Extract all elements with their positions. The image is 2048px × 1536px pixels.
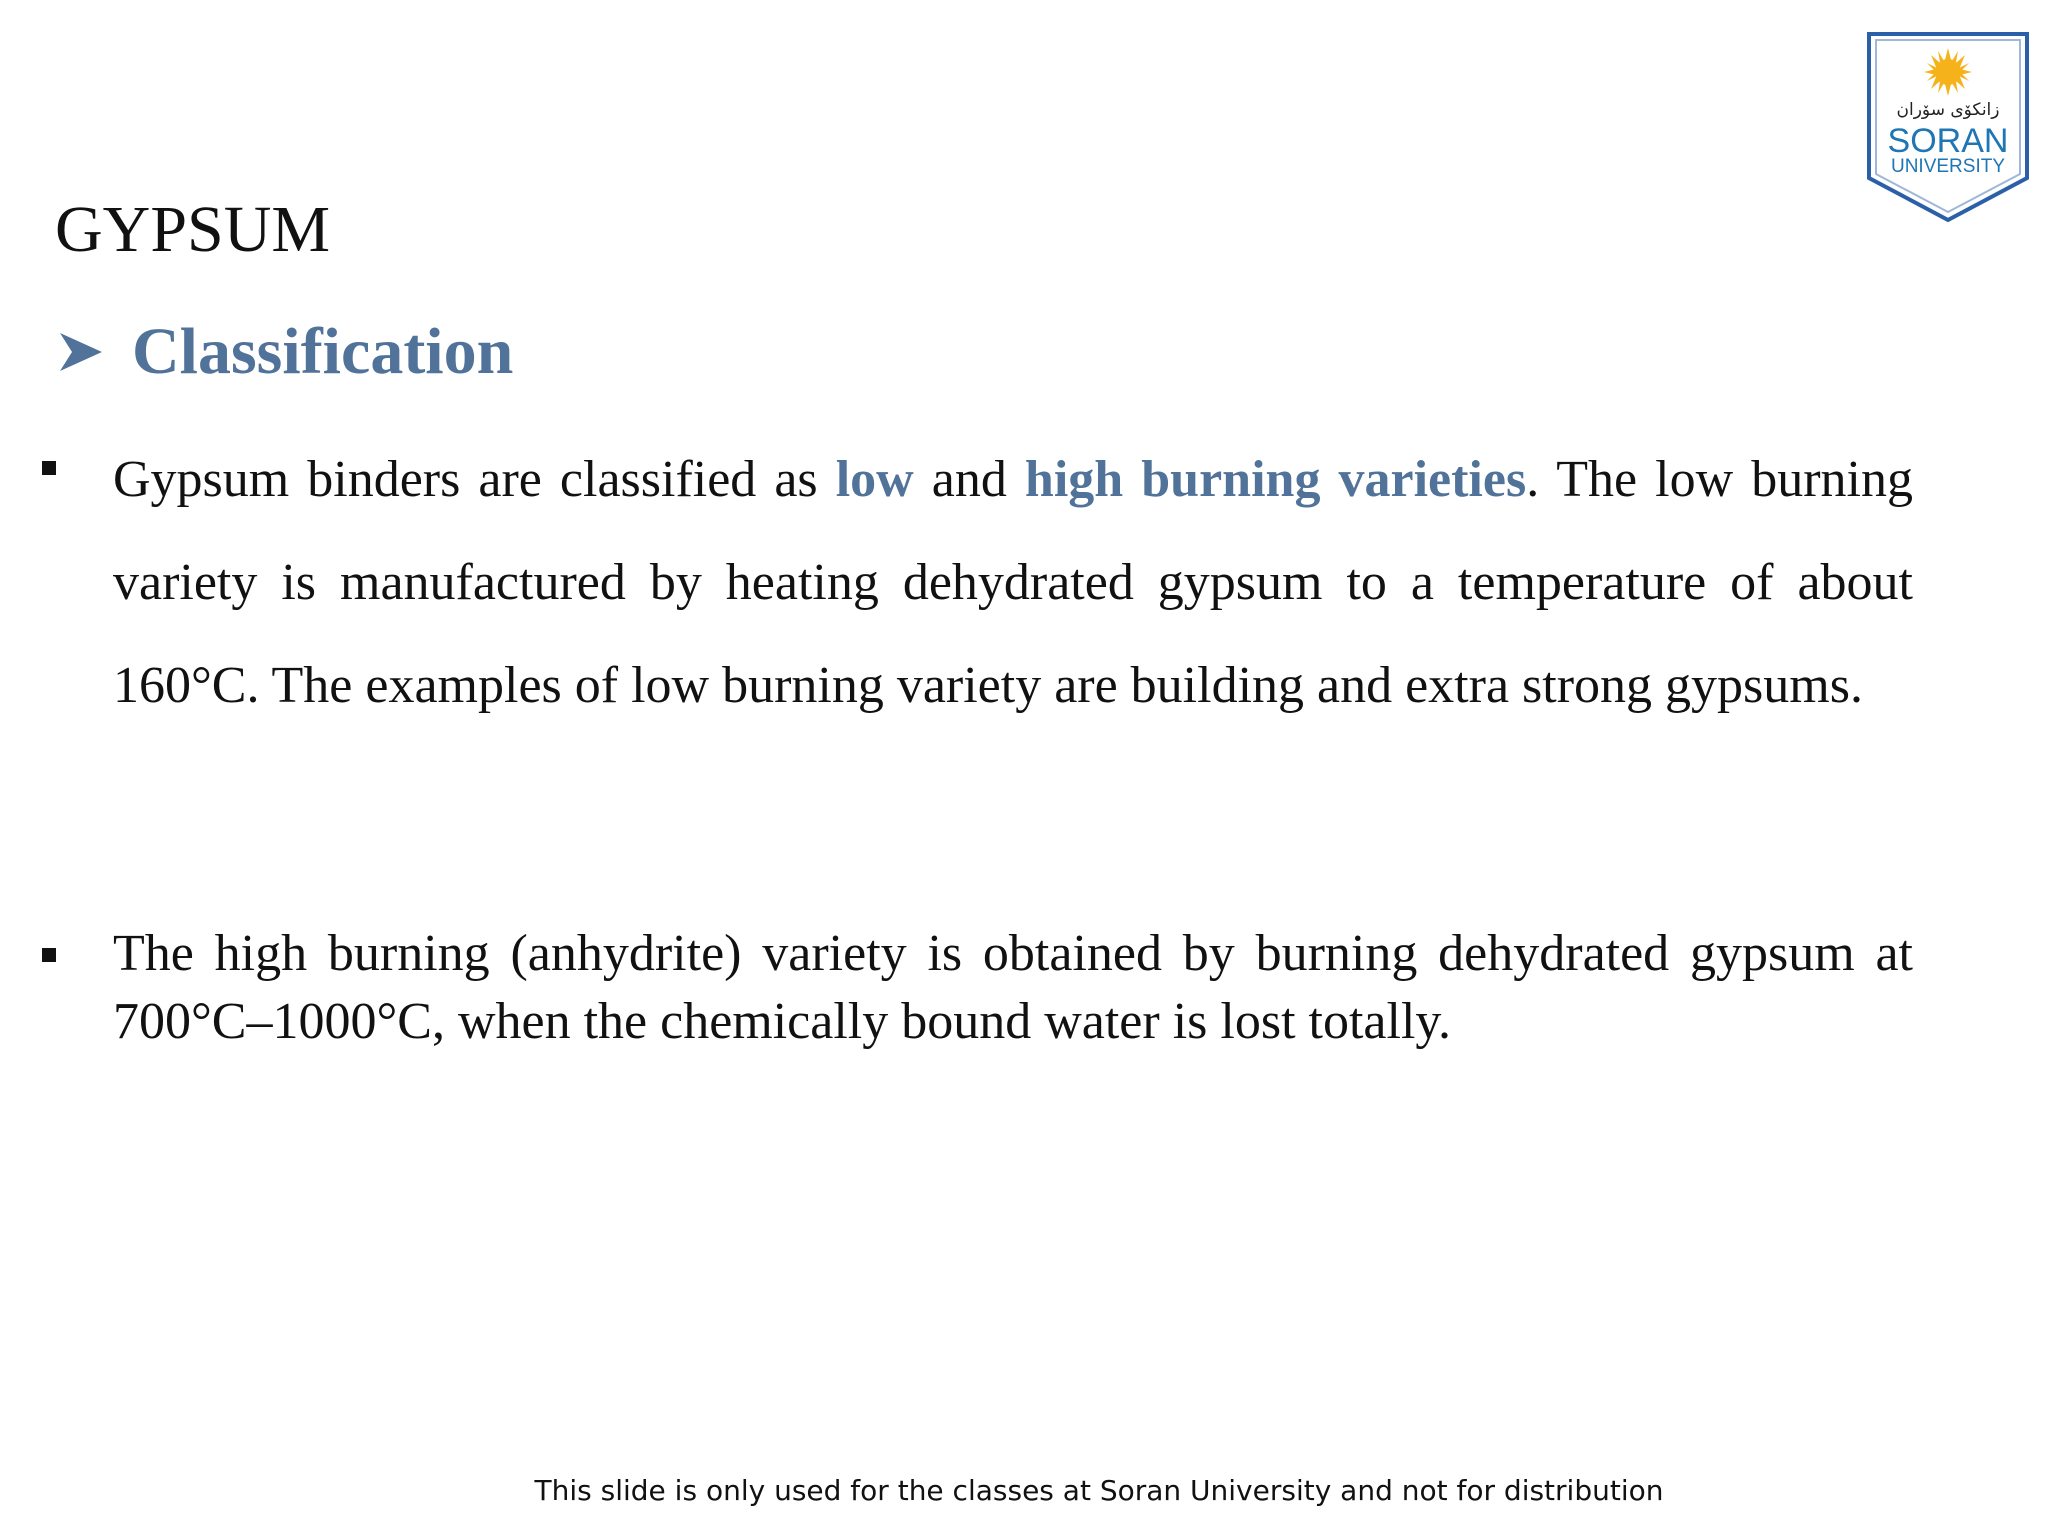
logo-arabic-name: زانكۆی سۆران	[1896, 100, 2000, 120]
page-title: GYPSUM	[55, 193, 331, 266]
section-heading	[58, 312, 513, 392]
paragraph-text: . The low burning variety is manufactured by heating dehydrated gypsum to a temperature of about 160°C. The examples of low burning variety are building and extra strong gypsums.	[113, 451, 1913, 714]
soran-university-logo	[1866, 30, 2030, 224]
logo-name: SORAN	[1887, 122, 2009, 160]
bullet-marker	[42, 461, 56, 475]
paragraph-low-burning	[113, 428, 1913, 737]
sun-icon	[1924, 48, 1972, 96]
paragraph-text: and	[913, 451, 1025, 508]
footer-disclaimer: This slide is only used for the classes at Soran University and not for distribution	[534, 1474, 1664, 1507]
section-heading-label: Classification	[132, 315, 514, 388]
arrowhead-bullet-icon	[58, 329, 104, 375]
paragraph-text: Gypsum binders are classified as	[113, 451, 836, 508]
logo-subtitle: UNIVERSITY	[1890, 156, 2006, 177]
paragraph-high-burning: The high burning (anhydrite) variety is obtained by burning dehydrated gypsum at 700°C–1000°C, when the chemically bound water is lost totally.	[113, 925, 1913, 1050]
bullet-marker	[42, 948, 56, 962]
highlight-high-burning-varieties: high burning varieties	[1024, 451, 1527, 508]
highlight-low: low	[835, 451, 914, 508]
